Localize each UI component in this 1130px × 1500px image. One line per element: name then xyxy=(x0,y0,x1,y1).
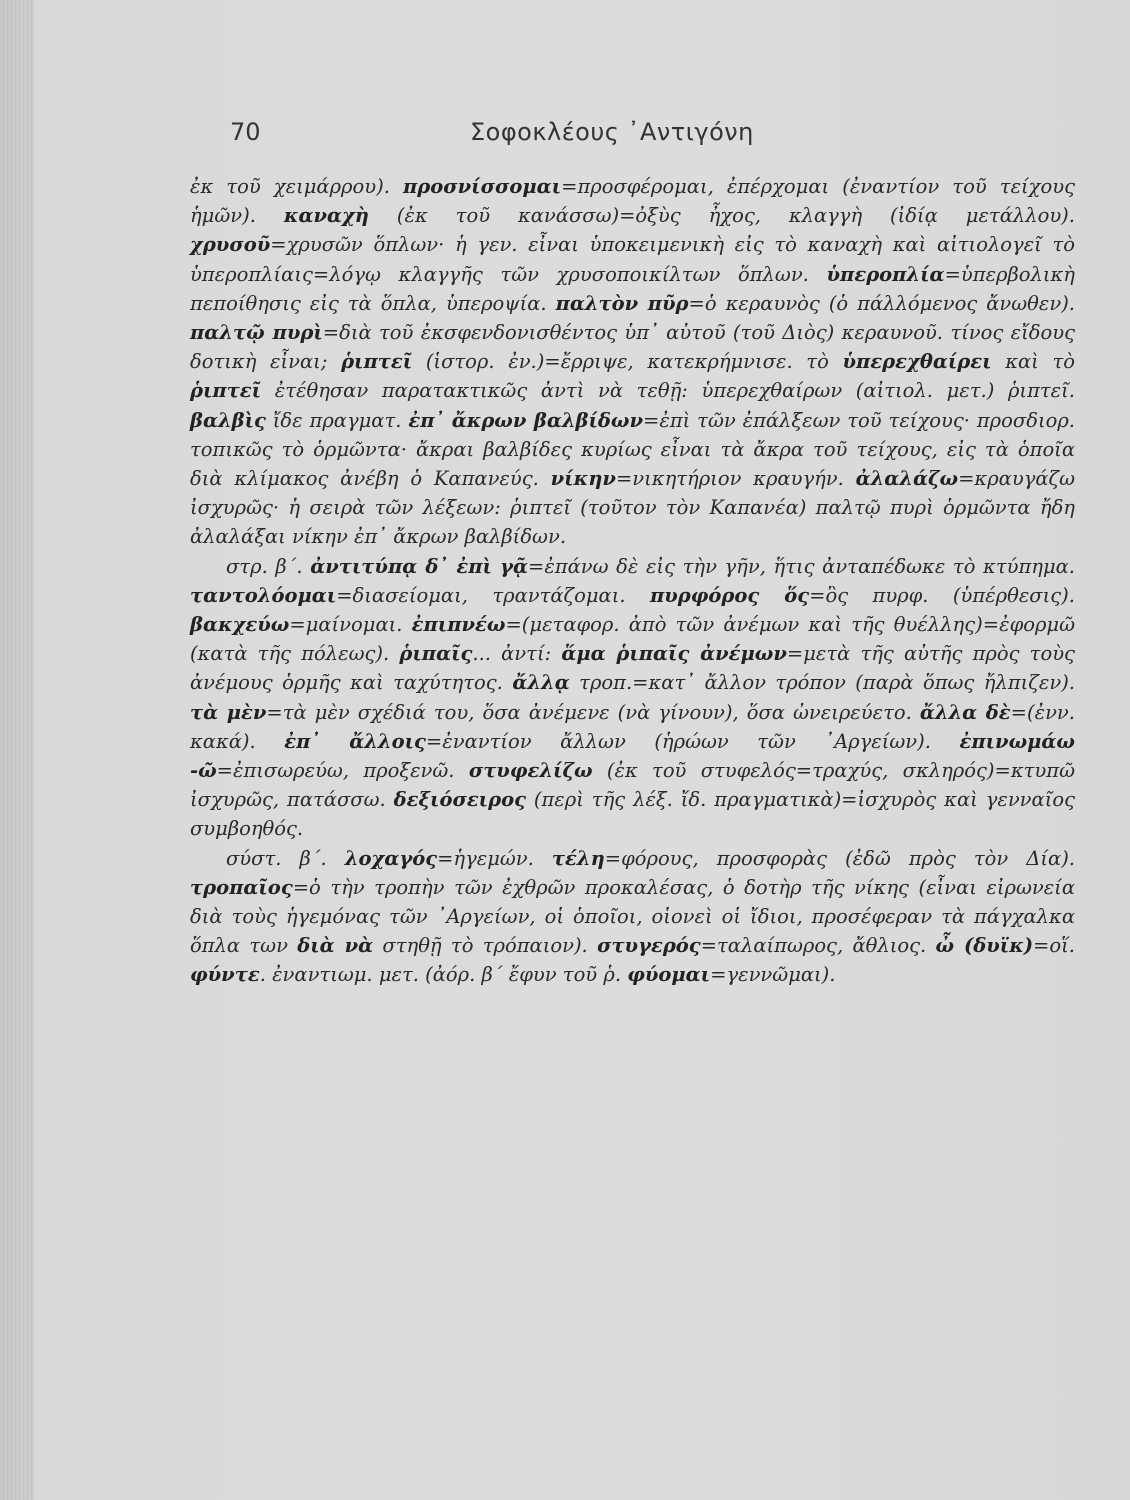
lemma: ἐπ᾿ ἄλλοις xyxy=(284,729,426,753)
gloss-text: =ἐπάνω δὲ εἰς τὴν γῆν, ἥτις ἀνταπέδωκε τὸ κτύπημα. xyxy=(528,554,1076,578)
gloss-text: =γεννῶμαι). xyxy=(710,963,836,987)
gloss-text: ἐκ τοῦ χειμάρρου). xyxy=(190,175,404,198)
lemma: φύντε xyxy=(190,963,260,987)
gloss-text: ... ἀντί: xyxy=(472,642,562,666)
gloss-text: τροπ.=κατ᾿ ἄλλον τρόπον (παρὰ ὅπως ἤλπιζεν). xyxy=(569,671,1076,695)
lemma: διὰ νὰ xyxy=(297,934,374,958)
gloss-text: ἐτέθησαν παρατακτικῶς ἀντὶ νὰ τεθῇ: ὑπερεχθαίρων (αἰτιολ. μετ.) ῥιπτεῖ. xyxy=(261,379,1075,403)
gloss-text: =ὑπερβολικὴ πεποίθησις εἰς τὰ ὅπλα, ὑπεροψία. xyxy=(190,262,1075,315)
running-title: Σοφοκλέους ᾿Αντιγόνη xyxy=(470,118,754,146)
gloss-text: =προσφέρομαι, ἐπέρχομαι (ἐναντίον τοῦ τείχους ἡμῶν). xyxy=(190,175,1076,228)
gloss-text: =χρυσῶν ὅπλων· ἡ γεν. εἶναι ὑποκειμενικὴ εἰς τὸ καναχὴ καὶ αἰτιολογεῖ τὸ ὑπεροπλίαις=λόγῳ κλαγγῆς τῶν χρυσοποικίλτων ὅπλων. xyxy=(190,233,1075,286)
lemma: ἐπ᾿ ἄκρων βαλβίδων xyxy=(408,408,644,432)
lemma: παλτὸν πῦρ xyxy=(555,291,689,315)
paragraph xyxy=(190,844,1075,990)
lemma: ἄλλᾳ xyxy=(512,671,570,695)
lemma: ἅμα ῥιπαῖς ἀνέμων xyxy=(561,642,787,666)
gloss-text: =(ἐνν. κακά). xyxy=(190,700,1075,753)
gloss-text: (περὶ τῆς λέξ. ἴδ. πραγματικὰ)=ἰσχυρὸς καὶ γενναῖος συμβοηθός. xyxy=(190,788,1075,841)
lemma: ῥιπτεῖ xyxy=(341,350,413,374)
gloss-text: =ταλαίπωρος, ἄθλιος. xyxy=(700,934,936,958)
page-number: 70 xyxy=(230,118,261,146)
lemma: στυγερός xyxy=(597,934,701,958)
lemma: ῥιπτεῖ xyxy=(190,379,262,403)
lemma: στυφελίζω xyxy=(468,759,593,783)
gloss-text: =ἡγεμών. xyxy=(437,846,552,870)
lemma: τροπαῖος xyxy=(190,875,293,899)
lemma: ἀντιτύπᾳ δ᾿ ἐπὶ γᾷ xyxy=(310,554,529,578)
gloss-text: =κραυγάζω ἰσχυρῶς· ἡ σειρὰ τῶν λέξεων: ῥιπτεῖ (τοῦτον τὸν Καπανέα) παλτῷ πυρὶ ὁρμῶντα ἤδη ἀλαλάξαι νίκην ἐπ᾿ ἄκρων βαλβίδων. xyxy=(190,467,1075,549)
gloss-text: . ἐναντιωμ. μετ. (ἀόρ. β΄ ἔφυν τοῦ ῥ. xyxy=(259,963,628,987)
lemma: τὰ μὲν xyxy=(190,700,267,724)
lemma: φύομαι xyxy=(627,963,711,987)
lemma: ὦ (δυϊκ) xyxy=(935,934,1034,958)
lemma: προσνίσσομαι xyxy=(403,175,562,198)
lemma: δεξιόσειρος xyxy=(393,788,526,812)
gloss-text: (ἐκ τοῦ κανάσσω)=ὀξὺς ἦχος, κλαγγὴ (ἰδίᾳ μετάλλου). xyxy=(369,204,1075,228)
lemma: ῥιπαῖς xyxy=(399,642,473,666)
gloss-text: =διὰ τοῦ ἐκσφενδονισθέντος ὑπ᾿ αὐτοῦ (τοῦ Διὸς) κεραυνοῦ. τίνος εἴδους δοτικὴ εἶναι; xyxy=(190,321,1075,374)
gloss-text: σύστ. β΄. xyxy=(226,846,345,870)
gloss-text: =ὁ τὴν τροπὴν τῶν ἐχθρῶν προκαλέσας, ὁ δοτὴρ τῆς νίκης (εἶναι εἰρωνεία διὰ τοὺς ἡγεμόνας τῶν ᾿Αργείων, οἱ ὁποῖοι, οἱονεὶ οἱ ἴδιοι, προσέφεραν τὰ πάγχαλκα ὅπλα των xyxy=(190,875,1075,958)
gloss-text: =ἐναντίον ἄλλων (ἡρώων τῶν ᾿Αργείων). xyxy=(425,729,960,753)
lemma: βαλβὶς xyxy=(190,408,266,432)
lemma: ὑπεροπλία xyxy=(826,262,945,286)
lemma: χρυσοῦ xyxy=(190,233,271,257)
lemma: νίκην xyxy=(550,467,616,491)
commentary-text xyxy=(190,172,1075,990)
gloss-text: =ὁ κεραυνὸς (ὁ πάλλόμενος ἄνωθεν). xyxy=(688,291,1075,315)
paragraph xyxy=(190,552,1075,844)
gloss-text: =οἵ. xyxy=(1033,934,1075,958)
gloss-text: =φόρους, προσφορὰς (ἐδῶ πρὸς τὸν Δία). xyxy=(604,846,1075,870)
page-edge xyxy=(0,0,34,1500)
gloss-text: =μαίνομαι. xyxy=(289,613,412,637)
lemma: ἄλλα δὲ xyxy=(919,700,1011,724)
lemma: παλτῷ πυρὶ xyxy=(190,321,323,345)
lemma: λοχαγός xyxy=(344,846,438,870)
gloss-text: (ἐκ τοῦ στυφελός=τραχύς, σκληρός)=κτυπῶ ἰσχυρῶς, πατάσσω. xyxy=(190,759,1075,812)
gloss-text: =νικητήριον κραυγήν. xyxy=(615,467,856,491)
gloss-text: (ἱστορ. ἐν.)=ἔρριψε, κατεκρήμνισε. τὸ xyxy=(412,350,843,374)
lemma: ἐπιπνέω xyxy=(411,613,506,637)
lemma: πυρφόρος ὅς xyxy=(649,583,810,607)
lemma: βακχεύω xyxy=(190,613,290,637)
paragraph xyxy=(190,172,1075,552)
gloss-text: =μετὰ τῆς αὐτῆς πρὸς τοὺς ἀνέμους ὁρμῆς καὶ ταχύτητος. xyxy=(190,642,1075,695)
gloss-text: =διασείομαι, τραντάζομαι. xyxy=(336,583,650,607)
lemma: ἀλαλάζω xyxy=(855,467,959,491)
gloss-text: στηθῇ τὸ τρόπαιον). xyxy=(373,934,598,958)
gloss-text: στρ. β΄. xyxy=(226,554,311,578)
gloss-text: =ἐπὶ τῶν ἐπάλξεων τοῦ τείχους· προσδιορ. τοπικῶς τὸ ὁρμῶντα· ἄκραι βαλβίδες κυρίως εἶναι τὰ ἄκρα τοῦ τείχους, εἰς τὰ ὁποῖα διὰ κλίμακος ἀνέβη ὁ Καπανεύς. xyxy=(190,408,1075,491)
page-header xyxy=(0,118,1130,158)
gloss-text: καὶ τὸ xyxy=(991,350,1075,374)
gloss-text: =τὰ μὲν σχέδιά του, ὅσα ἀνέμενε (νὰ γίνουν), ὅσα ὠνειρεύετο. xyxy=(266,700,920,724)
gloss-text: =ὃς πυρφ. (ὑπέρθεσις). xyxy=(809,583,1075,607)
lemma: τέλη xyxy=(551,846,605,870)
lemma: καναχὴ xyxy=(283,204,369,228)
gloss-text: =(μεταφορ. ἀπὸ τῶν ἀνέμων καὶ τῆς θυέλλης)=ἐφορμῶ (κατὰ τῆς πόλεως). xyxy=(190,613,1076,666)
lemma: ἐπινωμάω -ῶ xyxy=(190,729,1075,783)
gloss-text: ἴδε πραγματ. xyxy=(265,408,409,432)
lemma: ταντολόομαι xyxy=(190,583,337,607)
lemma: ὑπερεχθαίρει xyxy=(842,350,992,374)
gloss-text: =ἐπισωρεύω, προξενῶ. xyxy=(216,759,469,783)
